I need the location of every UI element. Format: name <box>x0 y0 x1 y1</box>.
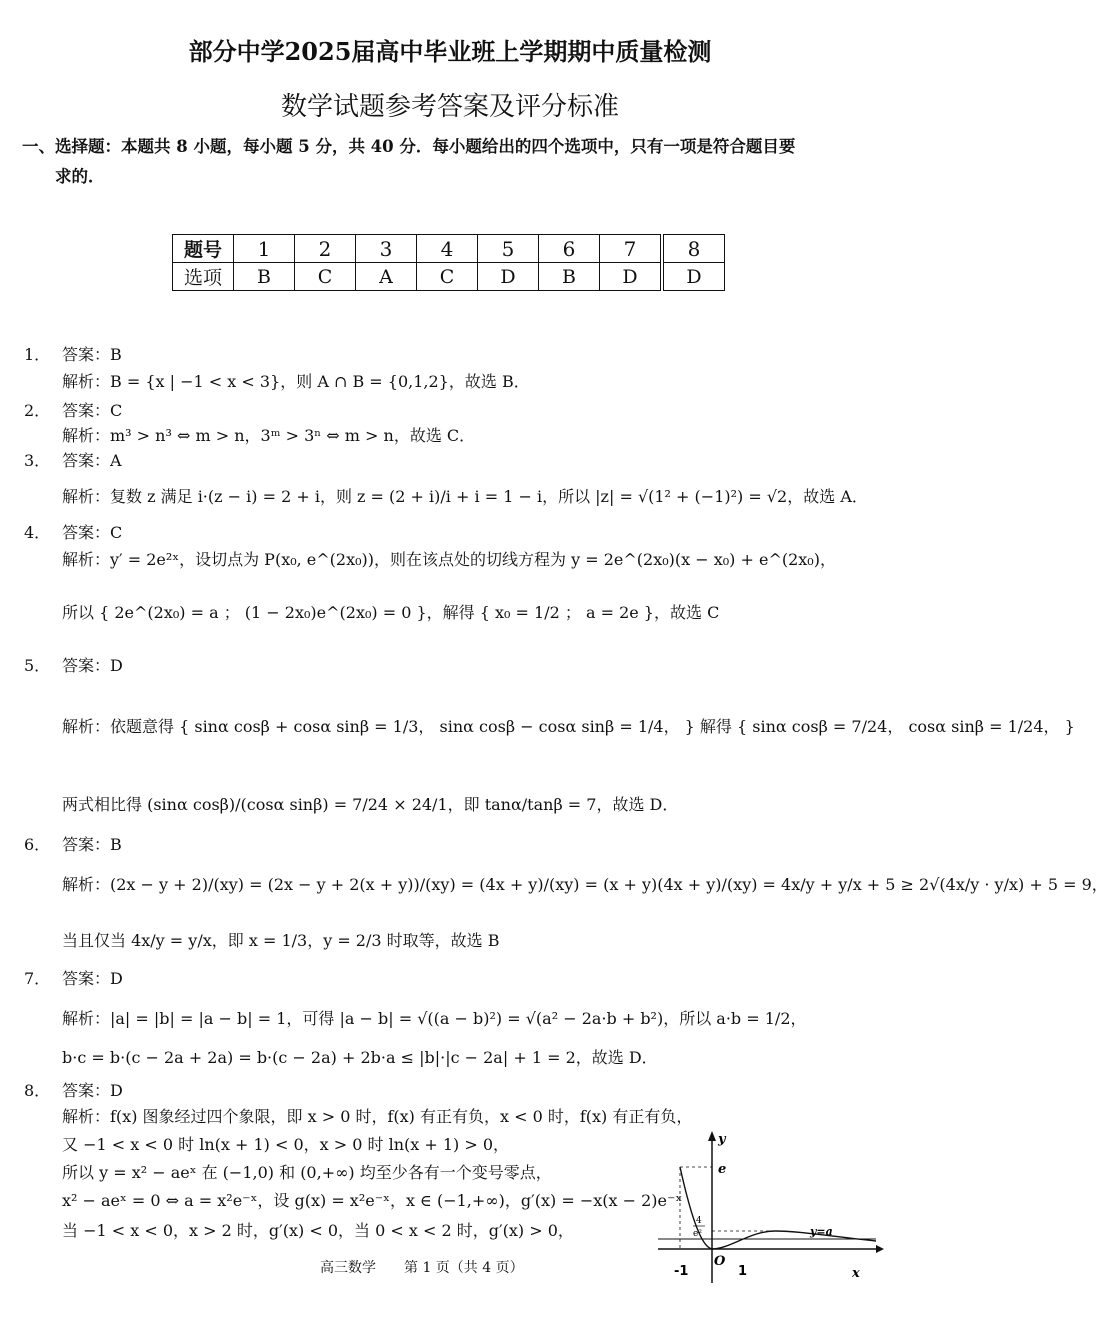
question-number: 4． <box>24 523 51 542</box>
y-axis-label: y <box>718 1132 726 1147</box>
section-heading: 一、选择题：本题共 8 小题，每小题 5 分，共 40 分．每小题给出的四个选项中，只有一项是符合题目要 <box>22 137 796 156</box>
question-number: 5． <box>24 656 51 675</box>
answer-table <box>172 234 725 291</box>
table-cell: C <box>295 263 356 291</box>
solution-line: 当且仅当 4x/y = y/x，即 x = 1/3，y = 2/3 时取等，故选 B <box>62 931 500 950</box>
question-number: 7． <box>24 969 51 988</box>
document-title: 部分中学2025届高中毕业班上学期期中质量检测 <box>188 37 712 66</box>
answer-line: 答案：B <box>62 835 122 854</box>
table-cell: 7 <box>600 235 663 263</box>
answer-line: 答案：D <box>62 1081 123 1100</box>
solution-line: 解析：依题意得 { sinα cosβ + cosα sinβ = 1/3， sinα cosβ − cosα sinβ = 1/4， } 解得 { sinα cosβ = 7/24， cosα sinβ = 1/24， } <box>62 717 1075 736</box>
question-number: 8． <box>24 1081 51 1100</box>
label-1: 1 <box>738 1264 748 1279</box>
table-cell: 2 <box>295 235 356 263</box>
line-label: y=a <box>810 1225 833 1238</box>
solution-line: 解析：y′ = 2e²ˣ，设切点为 P(x₀, e^(2x₀))，则在该点处的切线方程为 y = 2e^(2x₀)(x − x₀) + e^(2x₀)， <box>62 550 836 569</box>
table-cell: D <box>478 263 539 291</box>
solution-line: 所以 { 2e^(2x₀) = a ； (1 − 2x₀)e^(2x₀) = 0 }，解得 { x₀ = 1/2 ； a = 2e }，故选 C <box>62 603 720 622</box>
answer-line: 答案：D <box>62 969 123 988</box>
page-footer: 高三数学 第 1 页（共 4 页） <box>320 1260 524 1276</box>
y-axis-arrow <box>708 1131 716 1141</box>
curve-g <box>680 1167 876 1249</box>
question-number: 2． <box>24 401 51 420</box>
answer-line: 答案：C <box>62 401 123 420</box>
table-header-cell: 选项 <box>173 263 234 291</box>
table-cell: D <box>600 263 663 291</box>
table-cell: B <box>539 263 600 291</box>
table-header-cell: 题号 <box>173 235 234 263</box>
table-cell: B <box>234 263 295 291</box>
origin-label: O <box>714 1254 726 1269</box>
solution-line: 解析：B = {x | −1 < x < 3}，则 A ∩ B = {0,1,2}，故选 B． <box>62 372 530 391</box>
solution-line: 所以 y = x² − aeˣ 在 (−1,0) 和 (0,+∞) 均至少各有一个变号零点， <box>62 1163 552 1182</box>
table-cell: D <box>662 263 725 291</box>
solution-line: x² − aeˣ = 0 ⇔ a = x²e⁻ˣ，设 g(x) = x²e⁻ˣ，x ∈ (−1,+∞)，g′(x) = −x(x − 2)e⁻ˣ <box>62 1191 683 1210</box>
solution-line: 当 −1 < x < 0，x > 2 时，g′(x) < 0，当 0 < x < 2 时，g′(x) > 0， <box>62 1221 574 1240</box>
answer-line: 答案：B <box>62 345 122 364</box>
label-neg1: -1 <box>674 1264 689 1279</box>
table-cell: C <box>417 263 478 291</box>
question-number: 1． <box>24 345 51 364</box>
document-subtitle: 数学试题参考答案及评分标准 <box>280 92 619 122</box>
question-number: 3． <box>24 451 51 470</box>
solution-line: 解析：|a| = |b| = |a − b| = 1，可得 |a − b| = √((a − b)²) = √(a² − 2a·b + b²)，所以 a·b = 1/2， <box>62 1009 807 1028</box>
solution-line: 两式相比得 (sinα cosβ)/(cosα sinβ) = 7/24 × 24/1，即 tanα/tanβ = 7，故选 D． <box>62 795 679 814</box>
table-cell: A <box>356 263 417 291</box>
solution-line: b·c = b·(c − 2a + 2a) = b·(c − 2a) + 2b·a ≤ |b|·|c − 2a| + 1 = 2，故选 D． <box>62 1048 658 1067</box>
answer-line: 答案：A <box>62 451 122 470</box>
solution-line: 解析：f(x) 图象经过四个象限，即 x > 0 时，f(x) 有正有负，x < 0 时，f(x) 有正有负， <box>62 1107 693 1126</box>
answer-line: 答案：D <box>62 656 123 675</box>
label-4-numerator: 4 <box>696 1216 702 1226</box>
label-e: e <box>718 1162 727 1177</box>
table-cell: 5 <box>478 235 539 263</box>
answer-line: 答案：C <box>62 523 123 542</box>
solution-line: 又 −1 < x < 0 时 ln(x + 1) < 0，x > 0 时 ln(x + 1) > 0， <box>62 1135 510 1154</box>
table-row <box>173 263 725 291</box>
section-heading-continued: 求的． <box>55 167 105 186</box>
table-cell: 1 <box>234 235 295 263</box>
solution-line: 解析：复数 z 满足 i·(z − i) = 2 + i，则 z = (2 + i)/i + i = 1 − i，所以 |z| = √(1² + (−1)²) = √2，故选 A． <box>62 487 868 506</box>
x-axis-arrow <box>876 1245 884 1253</box>
table-cell: 3 <box>356 235 417 263</box>
question-number: 6． <box>24 835 51 854</box>
table-cell: 8 <box>662 235 725 263</box>
solution-line: 解析：(2x − y + 2)/(xy) = (2x − y + 2(x + y))/(xy) = (4x + y)/(xy) = (x + y)(4x + y)/(xy) = 4x/y + y/x + 5 ≥ 2√(4x/y · y/x) + 5 = 9， <box>62 875 1108 894</box>
table-cell: 4 <box>417 235 478 263</box>
label-e2-denominator: e² <box>693 1229 702 1239</box>
table-cell: 6 <box>539 235 600 263</box>
table-row <box>173 235 725 263</box>
function-graph <box>650 1125 890 1285</box>
solution-line: 解析：m³ > n³ ⇔ m > n，3ᵐ > 3ⁿ ⇔ m > n，故选 C． <box>62 426 476 445</box>
x-axis-label: x <box>852 1266 860 1281</box>
